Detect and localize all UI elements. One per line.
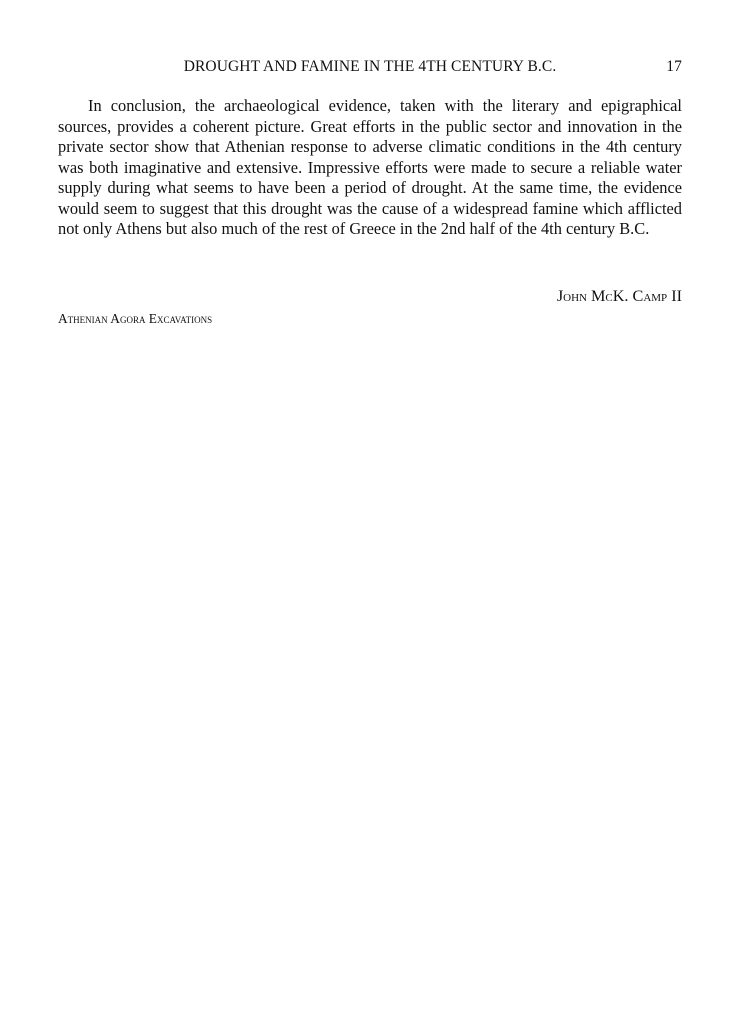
era-abbreviation: B.C. [619,219,650,238]
author-affiliation: Athenian Agora Excavations [58,311,213,326]
paragraph-text: In conclusion, the archaeological evidence, taken with the literary and epigraphical sources, provides a coherent picture. Great efforts in the public sector and innovation in the private sector show that Athenian response to adverse climatic conditions in the 4th century was both imaginative and extensive. Impressive efforts were made to secure a reliable water supply during what seems to have been a period of drought. At the same time, the evidence would seem to suggest that this drought was the cause of a widespread famine which afflicted not only Athens but also much of the rest of Greece in the 2nd half of the 4th century [58,96,682,238]
page-number: 17 [666,58,682,75]
running-title: DROUGHT AND FAMINE IN THE 4TH CENTURY B.C. [183,58,557,75]
author-name: John McK. Camp II [556,287,682,305]
running-head [58,58,682,80]
body-paragraph [58,96,682,240]
